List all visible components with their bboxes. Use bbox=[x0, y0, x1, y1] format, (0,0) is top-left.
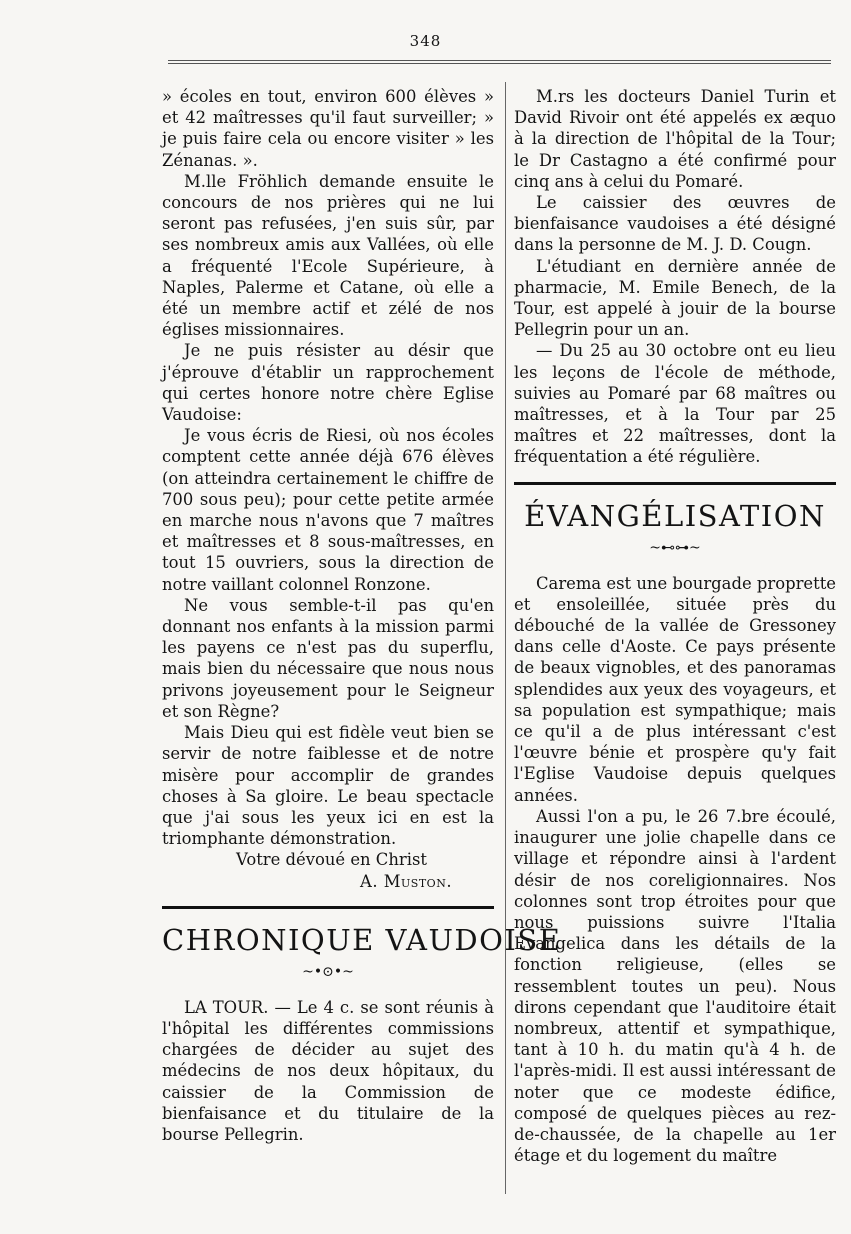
ornament-divider: ~⊷⊶~ bbox=[649, 539, 701, 556]
evangelisation-paragraph: Carema est une bourgade proprette et ensoleillée, située près du débouché de la vallée de Gressoney dans celle d'Aoste. Ce pays présente de beaux vignobles, et des panoramas splendides aux yeux des voyageurs, et sa population est sympathique; mais ce qu'il a de plus intéressant c'est l'œuvre bénie et prospère qu'y fait l'Eglise Vaudoise depuis quelques années. bbox=[514, 573, 836, 805]
body-paragraph: M.rs les docteurs Daniel Turin et David Rivoir ont été appelés ex æquo à la direction de l'hôpital de la Tour; le Dr Castagno a été confirmé pour cinq ans à celui du Pomaré. bbox=[514, 87, 836, 191]
right-column bbox=[514, 86, 836, 1166]
body-paragraph: Je ne puis résister au désir que j'éprouve d'établir un rapprochement qui certes honore notre chère Eglise Vaudoise: bbox=[162, 341, 494, 425]
body-paragraph: — Du 25 au 30 octobre ont eu lieu les leçons de l'école de méthode, suivies au Pomaré par 68 maîtres ou maîtresses, et à la Tour par 25 maîtres et 22 maîtresses, dont la fréquentation a été régulière. bbox=[514, 341, 836, 467]
ornament-divider: ~•⊙•~ bbox=[302, 963, 354, 980]
body-paragraph: Ne vous semble-t-il pas qu'en donnant nos enfants à la mission parmi les payens ce n'est pas du superflu, mais bien du nécessaire que nous nous privons joyeusement pour le Seigneur et son Règne? bbox=[162, 595, 494, 721]
column-divider bbox=[505, 82, 506, 1194]
body-paragraph: M.lle Fröhlich demande ensuite le concours de nos prières qui ne lui seront pas refusées, j'en suis sûr, par ses nombreux amis aux Vallées, où elle a fréquenté l'Ecole Supérieure, à Naples, Palerme et Catane, où elle a été un membre actif et zélé de nos églises missionnaires. bbox=[162, 171, 494, 340]
quote-continuation: » écoles en tout, environ 600 élèves » et 42 maîtresses qu'il faut surveiller; » je puis faire cela ou encore visiter » les Zénanas. ». bbox=[162, 87, 494, 170]
body-paragraph: Je vous écris de Riesi, où nos écoles comptent cette année déjà 676 élèves (on atteindra certainement le chiffre de 700 sous peu); pour cette petite armée en marche nous n'avons que 7 maîtres et maîtresses et 8 sous-maîtresses, en tout 15 ouvriers, sous la direction de notre vaillant colonnel Ronzone. bbox=[162, 426, 494, 594]
chronique-paragraph: LA TOUR. — Le 4 c. se sont réunis à l'hôpital les différentes commissions chargées de décider au sujet des médecins de nos deux hôpitaux, du caissier de la Commission de bienfaisance et du titulaire de la bourse Pellegrin. bbox=[162, 997, 494, 1144]
left-column bbox=[162, 86, 562, 1145]
evangelisation-paragraph: Aussi l'on a pu, le 26 7.bre écoulé, inaugurer une jolie chapelle dans ce village et répondre ainsi à l'ardent désir de nos coreligionnaires. Nos colonnes sont trop étroites pour que nous puissions suivre l'Italia Evangelica dans les détails de la fonction religieuse, (elles se ressemblent toutes un peu). Nous dirons cependant que l'auditoire était nombreux, attentif et sympathique, tant à 10 h. du matin qu'à 4 h. de l'après-midi. Il est aussi intéressant de noter que ce modeste édifice, composé de quelques pièces au rez-de-chaussée, de la chapelle au 1er étage et du logement du maître bbox=[514, 806, 836, 1166]
page-number: 348 bbox=[409, 32, 442, 50]
body-paragraph: L'étudiant en dernière année de pharmacie, M. Emile Benech, de la Tour, est appelé à jouir de la bourse Pellegrin pour un an. bbox=[514, 256, 836, 340]
section-rule bbox=[514, 482, 836, 485]
body-paragraph: Le caissier des œuvres de bienfaisance vaudoises a été désigné dans la personne de M. J. D. Cougn. bbox=[514, 193, 836, 255]
section-rule bbox=[162, 906, 494, 909]
body-paragraph: Mais Dieu qui est fidèle veut bien se servir de notre faiblesse et de notre misère pour accomplir de grandes choses à Sa gloire. Le beau spectacle que j'ai sous les yeux ici en est la triomphante démonstration. bbox=[162, 723, 494, 849]
signature: A. Muston. bbox=[360, 871, 453, 891]
section-title-chronique: CHRONIQUE VAUDOISE bbox=[162, 922, 562, 957]
section-title-evangelisation: ÉVANGÉLISATION bbox=[524, 498, 826, 533]
header-rule bbox=[168, 60, 831, 64]
signoff: Votre dévoué en Christ bbox=[236, 850, 427, 870]
